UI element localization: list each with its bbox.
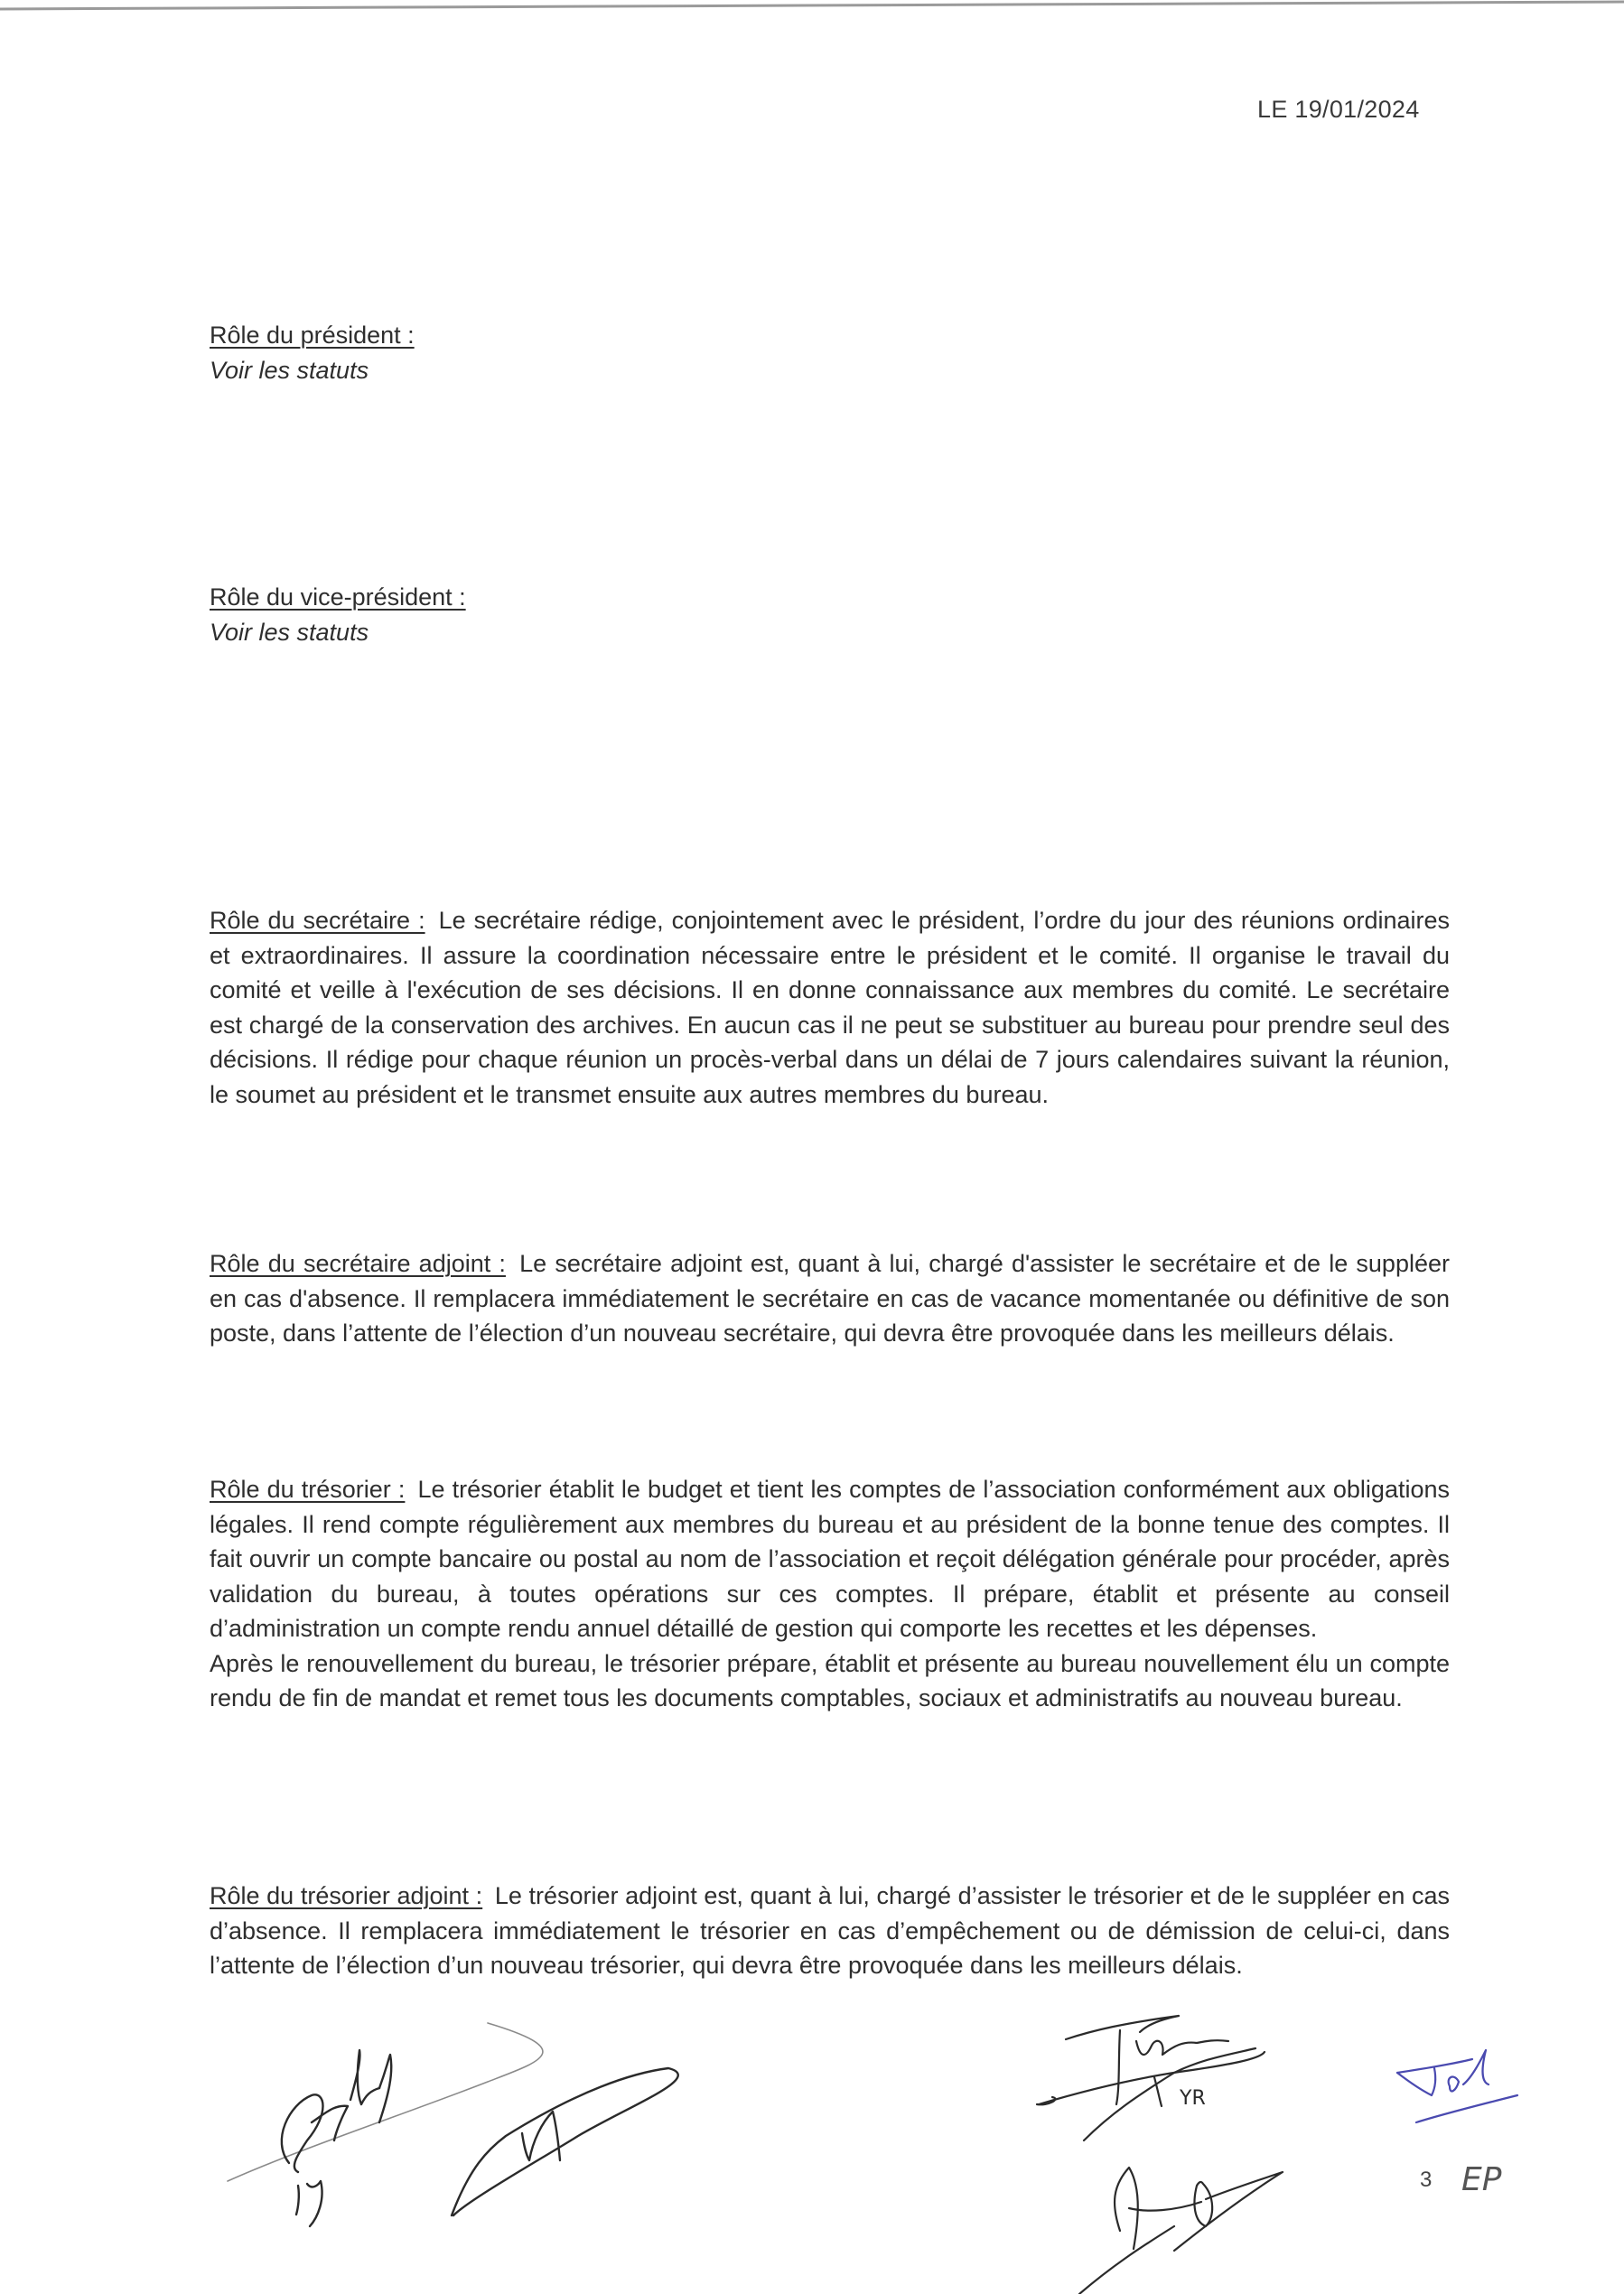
section-paragraph [210, 1879, 1450, 1983]
section-body-2: Après le renouvellement du bureau, le trésorier prépare, établit et présente au bureau nouvellement élu un compte rendu de fin de mandat et remet tous les documents comptables, sociaux et administratifs au nouveau bureau. [210, 1649, 1450, 1711]
section-body: Le trésorier adjoint est, quant à lui, chargé d’assister le trésorier et de le suppléer en cas d’absence. Il remplacera immédiatement le trésorier en cas d’empêchement ou de démission de celui-ci, dans l’attente de l’élection d’un nouveau trésorier, qui devra être provoquée dans les meilleurs délais. [210, 1882, 1450, 1979]
section-secretaire [210, 903, 1450, 1112]
section-body: Le secrétaire adjoint est, quant à lui, chargé d'assister le secrétaire et de le suppléer en cas d'absence. Il remplacera immédiatement le secrétaire en cas de vacance momentanée ou définitive de son poste, dans l’attente de l’élection d’un nouveau secrétaire, qui devra être provoquée dans les meilleurs délais. [210, 1250, 1450, 1347]
section-vice-president [210, 580, 1450, 649]
section-secretaire-adjoint [210, 1246, 1450, 1351]
handwritten-initials: EP [1461, 2161, 1502, 2198]
section-president [210, 318, 1450, 387]
section-heading: Rôle du trésorier : [210, 1476, 406, 1503]
section-paragraph [210, 903, 1450, 1112]
section-heading: Rôle du trésorier adjoint : [210, 1882, 483, 1909]
section-paragraph [210, 1246, 1450, 1351]
section-heading: Rôle du secrétaire : [210, 907, 425, 934]
signatures-area [0, 2005, 1624, 2294]
signature-blue-initials [1397, 2050, 1517, 2122]
section-tresorier-adjoint [210, 1879, 1450, 1983]
section-tresorier [210, 1472, 1450, 1716]
section-heading: Rôle du président : [210, 322, 415, 349]
signature-annotation-yr: YR [1180, 2087, 1206, 2110]
page-number: 3 [1420, 2168, 1433, 2192]
section-note: Voir les statuts [210, 356, 369, 384]
signature-3 [1037, 2016, 1265, 2140]
scan-edge-line [0, 0, 1624, 18]
signature-4 [1079, 2168, 1283, 2294]
document-date: LE 19/01/2024 [1257, 96, 1420, 123]
section-body: Le secrétaire rédige, conjointement avec le président, l’ordre du jour des réunions ordinaires et extraordinaires. Il assure la coordination nécessaire entre le président et le comité. Il organise le travail du comité et veille à l'exécution de ses décisions. Il en donne connaissance aux membres du comité. Le secrétaire est chargé de la conservation des archives. En aucun cas il ne peut se substituer au bureau pour prendre seul des décisions. Il rédige pour chaque réunion un procès-verbal dans un délai de 7 jours calendaires suivant la réunion, le soumet au président et le transmet ensuite aux autres membres du bureau. [210, 907, 1450, 1108]
section-body: Le trésorier établit le budget et tient les comptes de l’association conformément aux obligations légales. Il rend compte régulièrement aux membres du bureau et au président de la bonne tenue des comptes. Il fait ouvrir un compte bancaire ou postal au nom de l’association et reçoit délégation générale pour procéder, après validation du bureau, à toutes opérations sur ces comptes. Il prépare, établit et présente au conseil d’administration un compte rendu annuel détaillé de gestion qui comporte les recettes et les dépenses. [210, 1476, 1450, 1642]
signature-1 [228, 2023, 543, 2226]
section-paragraph [210, 1472, 1450, 1646]
section-heading: Rôle du vice-président : [210, 583, 466, 611]
section-note: Voir les statuts [210, 618, 369, 646]
section-heading: Rôle du secrétaire adjoint : [210, 1250, 506, 1277]
section-paragraph-2 [210, 1646, 1450, 1716]
signature-2 [452, 2068, 678, 2215]
